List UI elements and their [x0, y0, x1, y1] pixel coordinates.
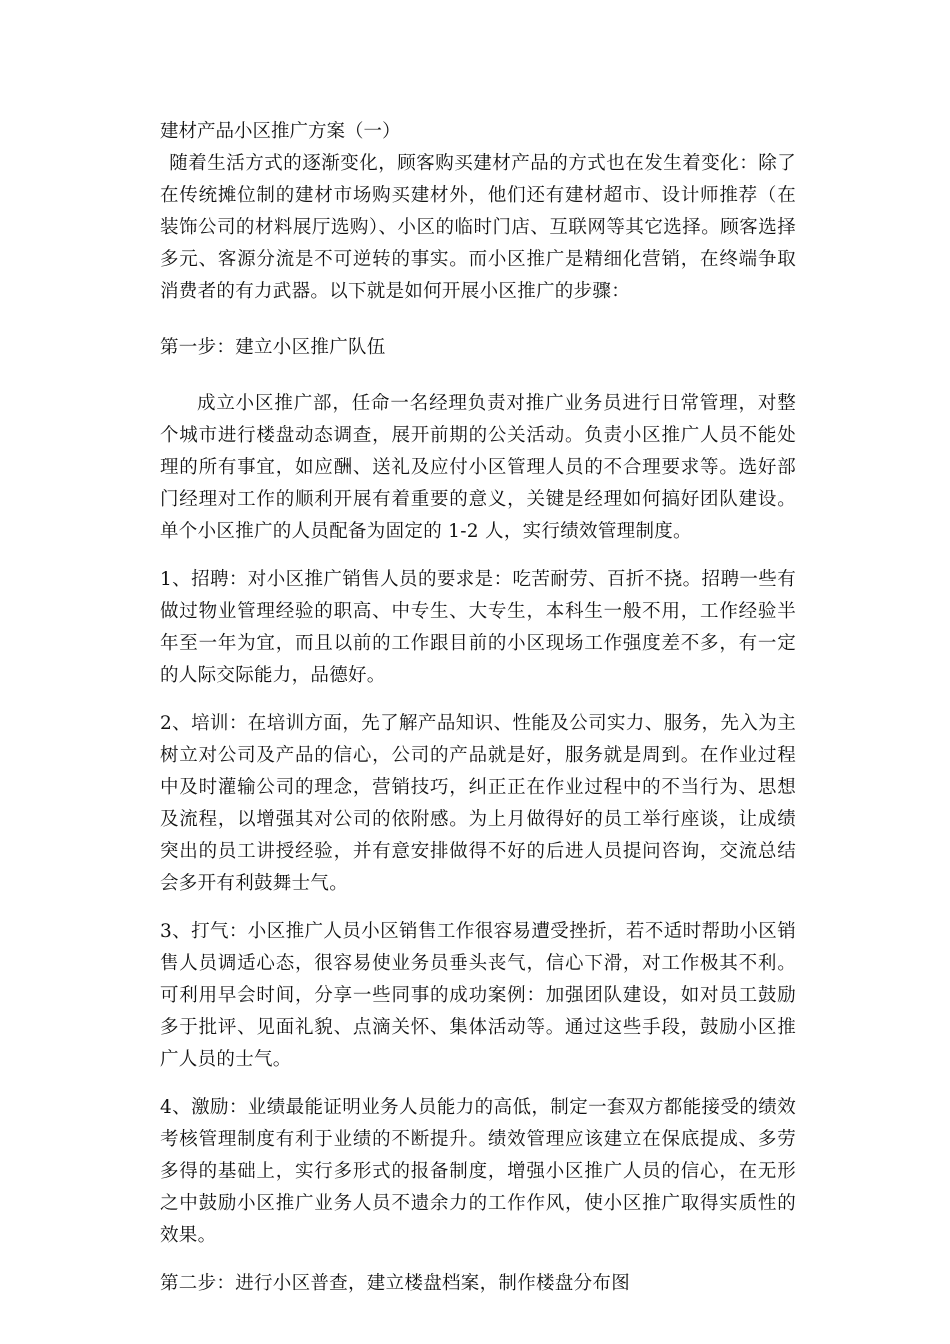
step1-heading: 第一步：建立小区推广队伍: [160, 337, 386, 358]
step2-heading: 第二步：进行小区普查，建立楼盘档案，制作楼盘分布图: [160, 1273, 631, 1294]
item-training: 2、培训：在培训方面，先了解产品知识、性能及公司实力、服务，先入为主树立对公司及产品的信心，公司的产品就是好，服务就是周到。在作业过程中及时灌输公司的理念，营销技巧，纠正正在作业过程中的不当行为、思想及流程，以增强其对公司的依附感。为上月做得好的员工举行座谈，让成绩突出的员工讲授经验，并有意安排做得不好的后进人员提问咨询，交流总结会多开有利鼓舞士气。: [160, 713, 796, 894]
item-incentive: 4、激励：业绩最能证明业务人员能力的高低，制定一套双方都能接受的绩效考核管理制度有利于业绩的不断提升。绩效管理应该建立在保底提成、多劳多得的基础上，实行多形式的报备制度，增强小区推广人员的信心，在无形之中鼓励小区推广业务人员不遗余力的工作作风，使小区推广取得实质性的效果。: [160, 1097, 796, 1246]
item-morale: 3、打气：小区推广人员小区销售工作很容易遭受挫折，若不适时帮助小区销售人员调适心态，很容易使业务员垂头丧气，信心下滑，对工作极其不利。可利用早会时间，分享一些同事的成功案例：加强团队建设，如对员工鼓励多于批评、见面礼貌、点滴关怀、集体活动等。通过这些手段，鼓励小区推广人员的士气。: [160, 921, 796, 1070]
document-page: [160, 116, 796, 1324]
item-recruit: 1、招聘：对小区推广销售人员的要求是：吃苦耐劳、百折不挠。招聘一些有做过物业管理经验的职高、中专生、大专生，本科生一般不用，工作经验半年至一年为宜，而且以前的工作跟目前的小区现场工作强度差不多，有一定的人际交际能力，品德好。: [160, 569, 796, 686]
step1-body: 成立小区推广部，任命一名经理负责对推广业务员进行日常管理，对整个城市进行楼盘动态调查，展开前期的公关活动。负责小区推广人员不能处理的所有事宜，如应酬、送礼及应付小区管理人员的不合理要求等。选好部门经理对工作的顺利开展有着重要的意义，关键是经理如何搞好团队建设。单个小区推广的人员配备为固定的 1-2 人，实行绩效管理制度。: [160, 393, 796, 542]
intro-paragraph: 随着生活方式的逐渐变化，顾客购买建材产品的方式也在发生着变化：除了在传统摊位制的建材市场购买建材外，他们还有建材超市、设计师推荐（在装饰公司的材料展厅选购）、小区的临时门店、互联网等其它选择。顾客选择多元、客源分流是不可逆转的事实。而小区推广是精细化营销，在终端争取消费者的有力武器。以下就是如何开展小区推广的步骤：: [160, 153, 796, 302]
document-title: 建材产品小区推广方案（一）: [160, 121, 401, 142]
